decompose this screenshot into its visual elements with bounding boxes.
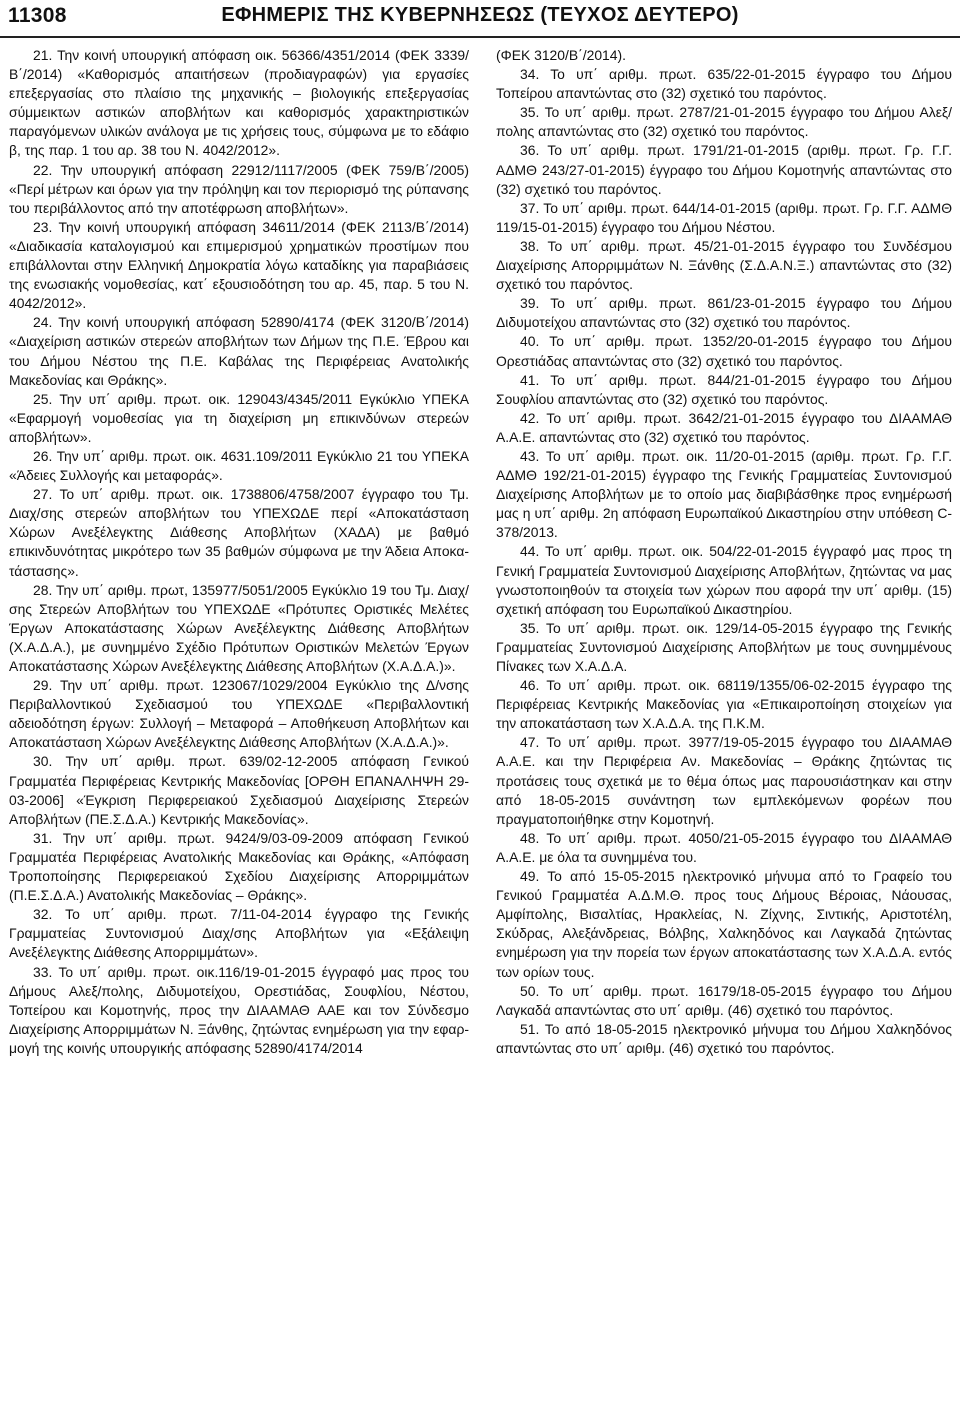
paragraph: 35. Το υπ΄ αριθμ. πρωτ. οικ. 129/14-05-2015 έγγραφο της Γενικής Γραμματείας Συντονισμού Διαχείρισης Αποβλήτων με τους συνημμένους Πίνακες των Χ.Α.Δ.Α.	[496, 619, 952, 674]
paragraph: 27. Το υπ΄ αριθμ. πρωτ. οικ. 1738806/4758/2007 έγγραφο του Τμ. Διαχ/σης στερεών αποβλήτων του ΥΠΕΧΩΔΕ περί «Αποκατάσταση Χώρων Ανεξέλεγκτης Διάθεσης Αποβλήτων (ΧΑΔΑ) με βαθμό επικινδυνότητας μικρότερο των 35 βαθμών σύμφωνα με την Άδεια Αποκατάστασης».	[9, 486, 469, 579]
paragraph: 23. Την κοινή υπουργική απόφαση 34611/2014 (ΦΕΚ 2113/Β΄/2014) «Διαδικασία καταλογισμού και επιμερισμού χρηματικών προστίμων που επιβάλλονται στην Ελληνική Δημοκρατία λόγω καταδίκης για παραβιάσεις της ενωσιακής νομοθεσίας, κατ΄ εξουσιοδότηση του αρ. 45, παρ. 5 του Ν. 4042/2012».	[9, 218, 469, 312]
paragraph: 21. Την κοινή υπουργική απόφαση οικ. 56366/4351/2014 (ΦΕΚ 3339/Β΄/2014) «Καθορισμός απαιτήσεων (προδιαγραφών) για εργασίες επεξεργασίας στο πλαίσιο της μηχανικής – βιολογικής επεξεργασίας σύμμεικτων αστικών αποβλήτων και καθορισμός χαρακτηριστικών παραγόμενων υλικών ανάλογα με τις χρήσεις τους, σύμφωνα με το εδάφιο β, της παρ. 1 του αρ. 38 του Ν. 4042/2012».	[9, 47, 469, 159]
right-column	[496, 46, 952, 1058]
paragraph: 43. Το υπ΄ αριθμ. πρωτ. οικ. 11/20-01-2015 (αριθμ. πρωτ. Γρ. Γ.Γ. ΑΔΜΘ 192/21-01-2015) έγγραφο της Γενικής Γραμματείας Συντονισμού Διαχείρισης Αποβλήτων με το οποίο μας διαβιβάσθηκε προς ενημέρωσή μας η υπ΄ αριθμ. 2η απόφαση Ευρωπαϊκού Δικαστηρίου στην υπόθεση C-378/2013.	[496, 447, 952, 541]
paragraph: 24. Την κοινή υπουργική απόφαση 52890/4174 (ΦΕΚ 3120/Β΄/2014) «Διαχείριση αστικών στερεών αποβλήτων των Δήμων της Π.Ε. Έβρου και του Δήμου Νέστου της Π.Ε. Καβάλας της Περιφέρειας Ανατολικής Μακεδονίας και Θράκης».	[9, 314, 469, 388]
paragraph: 38. Το υπ΄ αριθμ. πρωτ. 45/21-01-2015 έγγραφο του Συνδέσμου Διαχείρισης Απορριμμάτων Ν. Ξάνθης (Σ.Δ.Α.Ν.Ξ.) απαντώντας στο (32) σχετικό του παρόντος.	[496, 237, 952, 293]
paragraph: 47. Το υπ΄ αριθμ. πρωτ. 3977/19-05-2015 έγγραφο του ΔΙΑΑΜΑΘ Α.Α.Ε. και την Περιφέρεια Αν. Μακεδονίας – Θράκης ζητώντας τις προτάσεις τους σχετικά με το θέμα όπως μας παρουσιάστηκαν και στην από 18-05-2015 συνάντηση των εμπλεκόμενων φορέων που πραγματοποιήθηκε στην Κομοτηνή.	[496, 734, 952, 827]
paragraph: 25. Την υπ΄ αριθμ. πρωτ. οικ. 129043/4345/2011 Εγκύκλιο ΥΠΕΚΑ «Εφαρμογή νομοθεσίας για τη διαχείριση μη επικινδύνων στερεών αποβλήτων».	[9, 390, 469, 445]
paragraph: 35. Το υπ΄ αριθμ. πρωτ. 2787/21-01-2015 έγγραφο του Δήμου Αλεξ/πολης απαντώντας στο (32) σχετικό του παρόντος.	[496, 104, 952, 140]
gazette-title: ΕΦΗΜΕΡΙΣ ΤΗΣ ΚΥΒΕΡΝΗΣΕΩΣ (ΤΕΥΧΟΣ ΔΕΥΤΕΡΟ)	[221, 4, 739, 26]
paragraph: 30. Την υπ΄ αριθμ. πρωτ. 639/02-12-2005 απόφαση Γενικού Γραμματέα Περιφέρειας Κεντρικής Μακεδονίας [ΟΡΘΗ ΕΠΑΝΑΛΗΨΗ 29-03-2006] «Έγκριση Περιφερειακού Σχεδιασμού Διαχείρισης Στερεών Αποβλήτων (ΠΕ.Σ.Δ.Α.) Κεντρικής Μακεδονίας».	[9, 753, 469, 827]
paragraph: 48. Το υπ΄ αριθμ. πρωτ. 4050/21-05-2015 έγγραφο του ΔΙΑΑΜΑΘ Α.Α.Ε. με όλα τα συνημμένα του.	[496, 829, 952, 865]
paragraph-continuation: (ΦΕΚ 3120/Β΄/2014).	[496, 47, 626, 63]
paragraph: 29. Την υπ΄ αριθμ. πρωτ. 123067/1029/2004 Εγκύκλιο της Δ/νσης Περιβαλλοντικού Σχεδιασμού του ΥΠΕΧΩΔΕ «Περιβαλλοντική αδειοδότηση έργων: Συλλογή – Μεταφορά – Αποθήκευση Αποβλήτων και Αποκατάσταση Χώρων Ανεξέλεγκτης Διάθεσης Αποβλήτων (Χ.Α.Δ.Α.)».	[9, 677, 469, 751]
paragraph: 41. Το υπ΄ αριθμ. πρωτ. 844/21-01-2015 έγγραφο του Δήμου Σουφλίου απαντώντας στο (32) σχετικό του παρόντος.	[496, 371, 952, 407]
paragraph: 31. Την υπ΄ αριθμ. πρωτ. 9424/9/03-09-2009 απόφαση Γενικού Γραμματέα Περιφέρειας Ανατολικής Μακεδονίας και Θράκης, «Απόφαση Τροποποίησης Περιφερειακού Σχεδίου Διαχείρισης Απορριμμάτων (Π.Ε.Σ.Δ.Α.) Ανατολικής Μακεδονίας – Θράκης».	[9, 829, 469, 904]
paragraph: 28. Την υπ΄ αριθμ. πρωτ, 135977/5051/2005 Εγκύκλιο 19 του Τμ. Διαχ/σης Στερεών Αποβλήτων του ΥΠΕΧΩΔΕ «Πρότυπες Οριστικές Μελέτες Έργων Αποκατάστασης Χώρων Ανεξέλεγκτης Διάθεσης Αποβλήτων (Χ.Α.Δ.Α.), με συνημμένο Σχέδιο Πρότυπων Οριστικών Μελετών Έργων Αποκατάστασης Χώρων Ανεξέλεγκτης Διάθεσης Αποβλήτων (Χ.Α.Δ.Α.)».	[9, 581, 469, 674]
paragraph: 39. Το υπ΄ αριθμ. πρωτ. 861/23-01-2015 έγγραφο του Δήμου Διδυμοτείχου απαντώντας στο (32) σχετικό του παρόντος.	[496, 295, 952, 331]
paragraph: 32. Το υπ΄ αριθμ. πρωτ. 7/11-04-2014 έγγραφο της Γενικής Γραμματείας Συντονισμού Διαχ/σης Αποβλήτων για «Εξάλειψη Ανεξέλεγκτης Διάθεσης Απορριμμάτων».	[9, 906, 469, 961]
paragraph: 44. Το υπ΄ αριθμ. πρωτ. οικ. 504/22-01-2015 έγγραφό μας προς τη Γενική Γραμματεία Συντονισμού Διαχείρισης Αποβλήτων, ζητώντας να μας γνωστοποιηθούν τα στοιχεία των χώρων που αφορά την υπ΄ αριθμ. (15) σχετική απόφαση του Ευρωπαϊκού Δικαστηρίου.	[496, 543, 952, 617]
page-header	[0, 0, 960, 38]
paragraph: 46. Το υπ΄ αριθμ. πρωτ. οικ. 68119/1355/06-02-2015 έγγραφο της Περιφέρειας Κεντρικής Μακεδονίας για «Επικαιροποίηση στοιχείων για την αποκατάσταση των Χ.Α.Δ.Α. της Π.Κ.Μ.	[496, 677, 952, 732]
paragraph: 49. Το από 15-05-2015 ηλεκτρονικό μήνυμα από το Γραφείο του Γενικού Γραμματέα Α.Δ.Μ.Θ. προς τους Δήμους Βέροιας, Νάουσας, Αμφίπολης, Βισαλτίας, Ηρακλείας, Ν. Ζίχνης, Σιντικής, Αριστοτέλη, Σκύδρας, Αλεξάνδρειας, Βόλβης, Χαλκηδόνος και Λαγκαδά ζητώντας ενημέρωση για την πορεία των έργων αποκατάστασης των Χ.Α.Δ.Α. εντός των ορίων τους.	[496, 868, 952, 980]
paragraph: 42. Το υπ΄ αριθμ. πρωτ. 3642/21-01-2015 έγγραφο του ΔΙΑΑΜΑΘ Α.Α.Ε. απαντώντας στο (32) σχετικό του παρόντος.	[496, 409, 952, 445]
paragraph: 22. Την υπουργική απόφαση 22912/1117/2005 (ΦΕΚ 759/Β΄/2005) «Περί μέτρων και όρων για την πρόληψη και τον περιορισμό της ρύπανσης του περιβάλλοντος από την αποτέφρωση αποβλήτων».	[9, 161, 469, 216]
paragraph: 33. Το υπ΄ αριθμ. πρωτ. οικ.116/19-01-2015 έγγραφό μας προς του Δήμους Αλεξ/πολης, Διδυμοτείχου, Ορεστιάδας, Σουφλίου, Νέστου, Τοπείρου και Κομοτηνής, προς την ΔΙΑΑΜΑΘ ΑΑΕ και τον Σύνδεσμο Διαχείρισης Απορριμμάτων Ν. Ξάνθης, ζητώντας ενημέρωση για την εφαρμογή της κοινής υπουργικής απόφασης 52890/4174/2014	[9, 963, 469, 1056]
left-column	[9, 46, 469, 1058]
paragraph: 40. Το υπ΄ αριθμ. πρωτ. 1352/20-01-2015 έγγραφο του Δήμου Ορεστιάδας απαντώντας στο (32) σχετικό του παρόντος.	[496, 333, 952, 369]
page-number: 11308	[8, 4, 67, 27]
paragraph: 26. Την υπ΄ αριθμ. πρωτ. οικ. 4631.109/2011 Εγκύκλιο 21 του ΥΠΕΚΑ «Άδειες Συλλογής και μεταφοράς».	[9, 447, 469, 484]
paragraph: 34. Το υπ΄ αριθμ. πρωτ. 635/22-01-2015 έγγραφο του Δήμου Τοπείρου απαντώντας στο (32) σχετικό του παρόντος.	[496, 66, 952, 102]
paragraph: 36. Το υπ΄ αριθμ. πρωτ. 1791/21-01-2015 (αριθμ. πρωτ. Γρ. Γ.Γ. ΑΔΜΘ 243/27-01-2015) έγγραφο του Δήμου Κομοτηνής απαντώντας στο (32) σχετικό του παρόντος.	[496, 142, 952, 197]
paragraph: 51. Το από 18-05-2015 ηλεκτρονικό μήνυμα του Δήμου Χαλκηδόνος απαντώντας στο υπ΄ αριθμ. (46) σχετικό του παρόντος.	[496, 1020, 952, 1056]
paragraph: 50. Το υπ΄ αριθμ. πρωτ. 16179/18-05-2015 έγγραφο του Δήμου Λαγκαδά απαντώντας στο υπ΄ αριθμ. (46) σχετικό του παρόντος.	[496, 982, 952, 1018]
paragraph: 37. Το υπ΄ αριθμ. πρωτ. 644/14-01-2015 (αριθμ. πρωτ. Γρ. Γ.Γ. ΑΔΜΘ 119/15-01-2015) έγγραφο του Δήμου Νέστου.	[496, 199, 952, 235]
